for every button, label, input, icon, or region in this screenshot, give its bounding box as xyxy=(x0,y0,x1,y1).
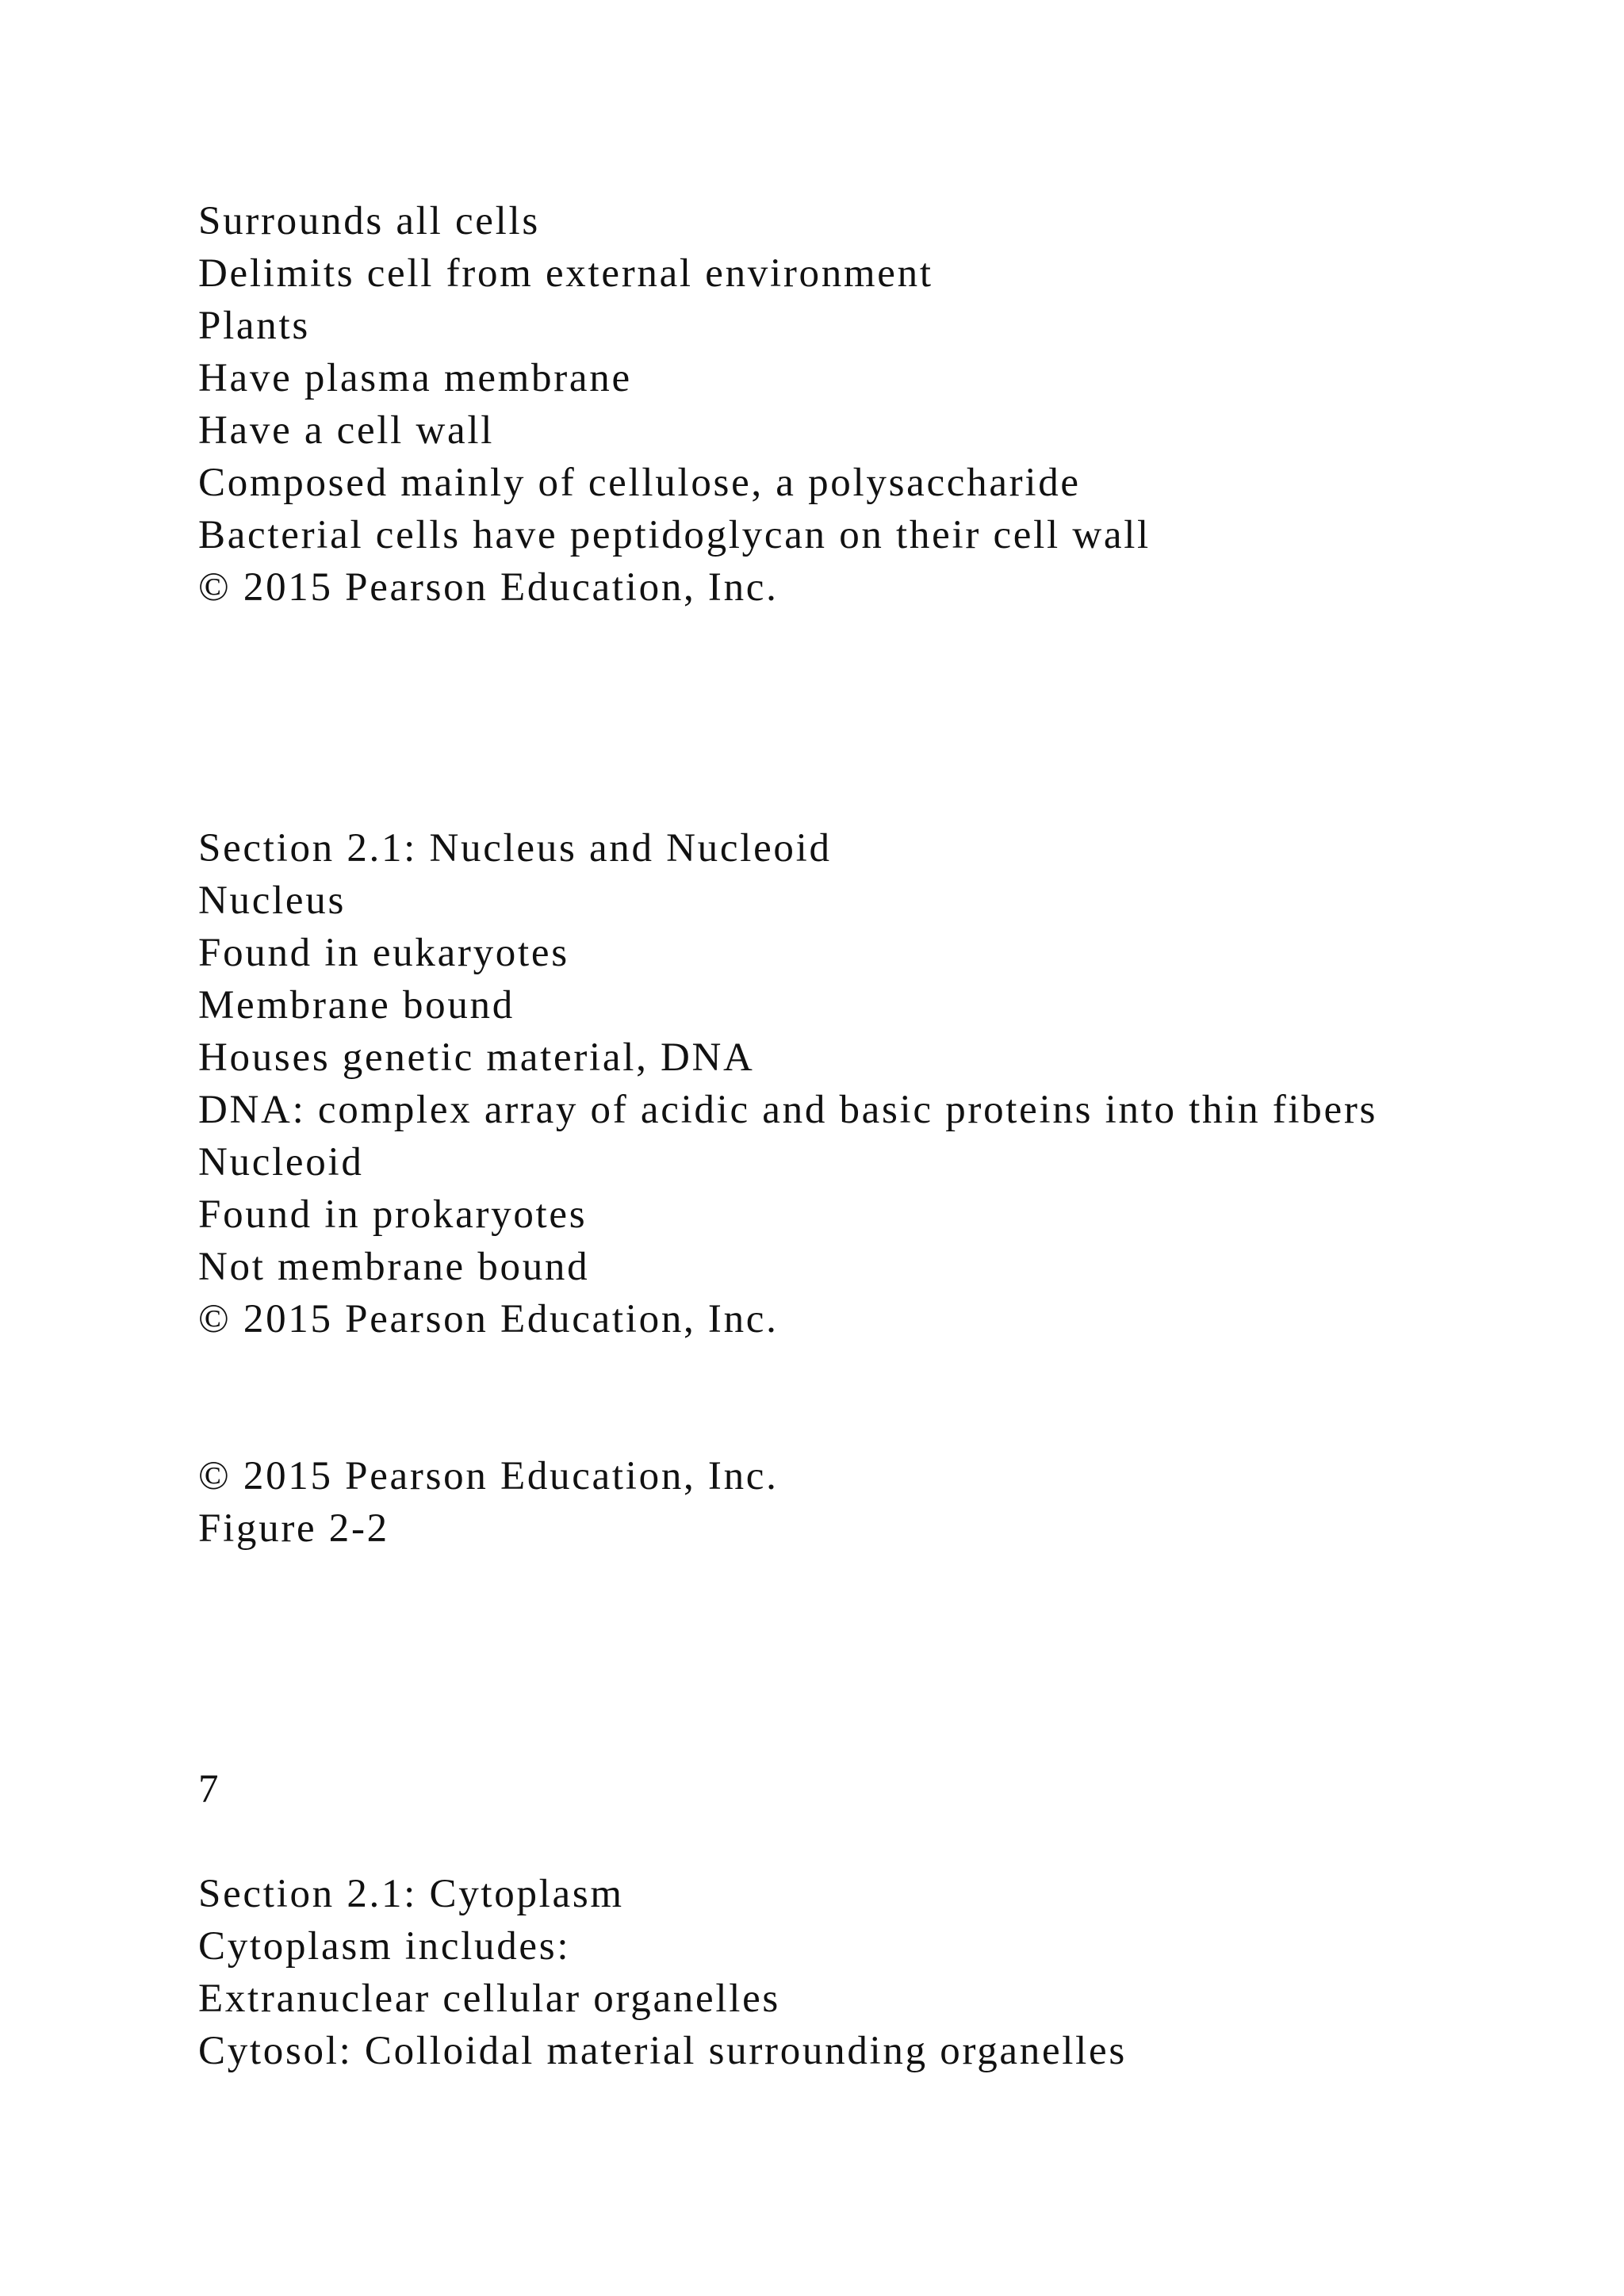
text-line: Plants xyxy=(198,304,310,348)
text-line: Composed mainly of cellulose, a polysaccharide xyxy=(198,461,1081,505)
copyright-line: © 2015 Pearson Education, Inc. xyxy=(198,1297,779,1341)
text-line: Houses genetic material, DNA xyxy=(198,1035,755,1080)
text-line: Found in eukaryotes xyxy=(198,931,569,975)
text-line: Bacterial cells have peptidoglycan on their cell wall xyxy=(198,513,1151,557)
text-line: Cytosol: Colloidal material surrounding organelles xyxy=(198,2029,1127,2073)
text-line: Found in prokaryotes xyxy=(198,1192,588,1237)
section-heading: Section 2.1: Cytoplasm xyxy=(198,1872,624,1916)
text-line: Extranuclear cellular organelles xyxy=(198,1976,780,2021)
text-line: Delimits cell from external environment xyxy=(198,251,933,296)
copyright-line: © 2015 Pearson Education, Inc. xyxy=(198,565,779,610)
text-line: Nucleoid xyxy=(198,1140,364,1184)
text-line: Membrane bound xyxy=(198,983,515,1027)
figure-label: Figure 2-2 xyxy=(198,1506,389,1551)
text-line: Nucleus xyxy=(198,878,347,923)
text-line: Have plasma membrane xyxy=(198,356,632,400)
text-line: Cytoplasm includes: xyxy=(198,1924,571,1969)
section-heading: Section 2.1: Nucleus and Nucleoid xyxy=(198,826,832,871)
text-line: Not membrane bound xyxy=(198,1245,590,1289)
text-line: Surrounds all cells xyxy=(198,199,540,243)
text-line: DNA: complex array of acidic and basic proteins into thin fibers xyxy=(198,1088,1378,1132)
copyright-line: © 2015 Pearson Education, Inc. xyxy=(198,1454,779,1498)
text-line: Have a cell wall xyxy=(198,408,495,453)
page-number: 7 xyxy=(198,1767,221,1812)
